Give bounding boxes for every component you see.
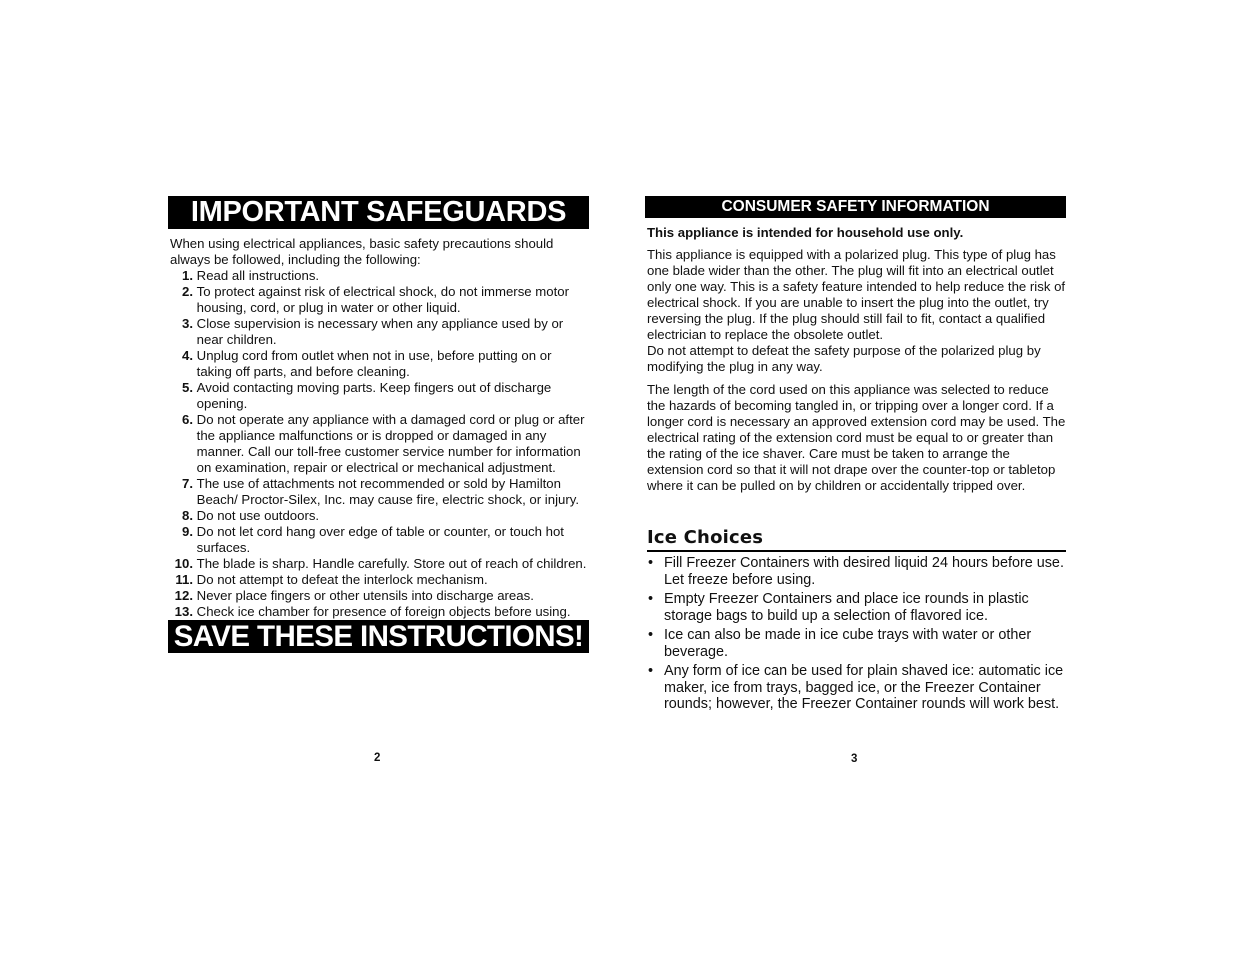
item-text: Empty Freezer Containers and place ice rounds in plastic storage bags to build up a selection of flavored ice. bbox=[664, 591, 1029, 624]
safeguards-list bbox=[168, 268, 589, 620]
item-text: The blade is sharp. Handle carefully. Store out of reach of children. bbox=[196, 556, 587, 571]
item-text: Any form of ice can be used for plain shaved ice: automatic ice maker, ice from trays, bagged ice, or the Freezer Container rounds; however, the Freezer Container rounds will work best. bbox=[664, 663, 1064, 712]
list-item bbox=[168, 284, 589, 316]
list-item bbox=[645, 627, 1066, 660]
household-use-notice: This appliance is intended for household use only. bbox=[647, 225, 964, 240]
bullet-icon: • bbox=[648, 591, 654, 607]
item-number: 1. bbox=[182, 268, 193, 283]
item-text: Ice can also be made in ice cube trays with water or other beverage. bbox=[664, 627, 1032, 660]
polarized-plug-paragraph: This appliance is equipped with a polarized plug. This type of plug has one blade wider than the other. The plug will fit into an electrical outlet only one way. This is a safety feature intended to help reduce the risk of electrical shock. If you are unable to insert the plug into the outlet, try reversing the plug. If the plug should still fail to fit, contact a qualified electrician to replace the obsolete outlet. bbox=[647, 247, 1066, 342]
left-page bbox=[168, 196, 589, 653]
list-item bbox=[168, 588, 589, 604]
list-item bbox=[168, 604, 589, 620]
list-item bbox=[168, 412, 589, 476]
item-number: 9. bbox=[182, 524, 193, 539]
item-text: Do not attempt to defeat the interlock mechanism. bbox=[196, 572, 488, 587]
save-instructions-banner: SAVE THESE INSTRUCTIONS! bbox=[168, 620, 589, 653]
list-item bbox=[168, 524, 589, 556]
item-number: 13. bbox=[174, 604, 193, 619]
item-text: To protect against risk of electrical shock, do not immerse motor housing, cord, or plug in water or other liquid. bbox=[196, 284, 569, 315]
bullet-icon: • bbox=[648, 663, 654, 679]
list-item bbox=[168, 476, 589, 508]
page-number-left: 2 bbox=[374, 752, 381, 764]
item-text: Fill Freezer Containers with desired liquid 24 hours before use. Let freeze before using. bbox=[664, 555, 1064, 588]
polarized-plug-warning: Do not attempt to defeat the safety purpose of the polarized plug by modifying the plug in any way. bbox=[647, 343, 1041, 374]
list-item bbox=[645, 663, 1066, 713]
item-text: Avoid contacting moving parts. Keep fingers out of discharge opening. bbox=[196, 380, 552, 411]
list-item bbox=[645, 555, 1066, 588]
bullet-icon: • bbox=[648, 627, 654, 643]
item-text: Never place fingers or other utensils into discharge areas. bbox=[196, 588, 534, 603]
item-number: 7. bbox=[182, 476, 193, 491]
list-item bbox=[168, 508, 589, 524]
item-number: 5. bbox=[182, 380, 193, 395]
item-text: Unplug cord from outlet when not in use, before putting on or taking off parts, and before cleaning. bbox=[196, 348, 552, 379]
item-text: Do not operate any appliance with a damaged cord or plug or after the appliance malfunctions or is dropped or damaged in any manner. Call our toll-free customer service number for information on examination, repair or electrical or mechanical adjustment. bbox=[196, 412, 585, 475]
item-text: Do not use outdoors. bbox=[196, 508, 320, 523]
page-number-right: 3 bbox=[851, 753, 858, 765]
item-number: 8. bbox=[182, 508, 193, 523]
item-text: Close supervision is necessary when any appliance used by or near children. bbox=[196, 316, 564, 347]
list-item bbox=[168, 556, 589, 572]
ice-choices-heading: Ice Choices bbox=[647, 527, 1066, 552]
list-item bbox=[168, 316, 589, 348]
item-number: 10. bbox=[174, 556, 193, 571]
item-number: 4. bbox=[182, 348, 193, 363]
bullet-icon: • bbox=[648, 555, 654, 571]
list-item bbox=[168, 348, 589, 380]
item-number: 11. bbox=[175, 572, 193, 587]
item-number: 2. bbox=[182, 284, 193, 299]
safeguards-intro: When using electrical appliances, basic safety precautions should always be followed, including the following: bbox=[170, 236, 554, 267]
item-number: 3. bbox=[182, 316, 193, 331]
consumer-safety-heading: CONSUMER SAFETY INFORMATION bbox=[645, 196, 1066, 218]
item-number: 6. bbox=[182, 412, 193, 427]
item-text: Check ice chamber for presence of foreign objects before using. bbox=[196, 604, 571, 619]
ice-choices-list bbox=[645, 555, 1066, 713]
list-item bbox=[168, 572, 589, 588]
item-text: The use of attachments not recommended or sold by Hamilton Beach/ Proctor-Silex, Inc. may cause fire, electric shock, or injury. bbox=[196, 476, 579, 507]
list-item bbox=[168, 268, 589, 284]
item-text: Read all instructions. bbox=[196, 268, 320, 283]
list-item bbox=[168, 380, 589, 412]
item-text: Do not let cord hang over edge of table or counter, or touch hot surfaces. bbox=[196, 524, 564, 555]
item-number: 12. bbox=[174, 588, 193, 603]
right-page bbox=[645, 196, 1066, 716]
list-item bbox=[645, 591, 1066, 624]
cord-paragraph: The length of the cord used on this appliance was selected to reduce the hazards of becoming tangled in, or tripping over a longer cord. If a longer cord is necessary an approved extension cord may be used. The electrical rating of the extension cord must be equal to or greater than the rating of the ice shaver. Care must be taken to arrange the extension cord so that it will not drape over the counter-top or tabletop where it can be pulled on by children or accidentally tripped over. bbox=[647, 382, 1066, 493]
important-safeguards-heading: IMPORTANT SAFEGUARDS bbox=[168, 196, 589, 229]
